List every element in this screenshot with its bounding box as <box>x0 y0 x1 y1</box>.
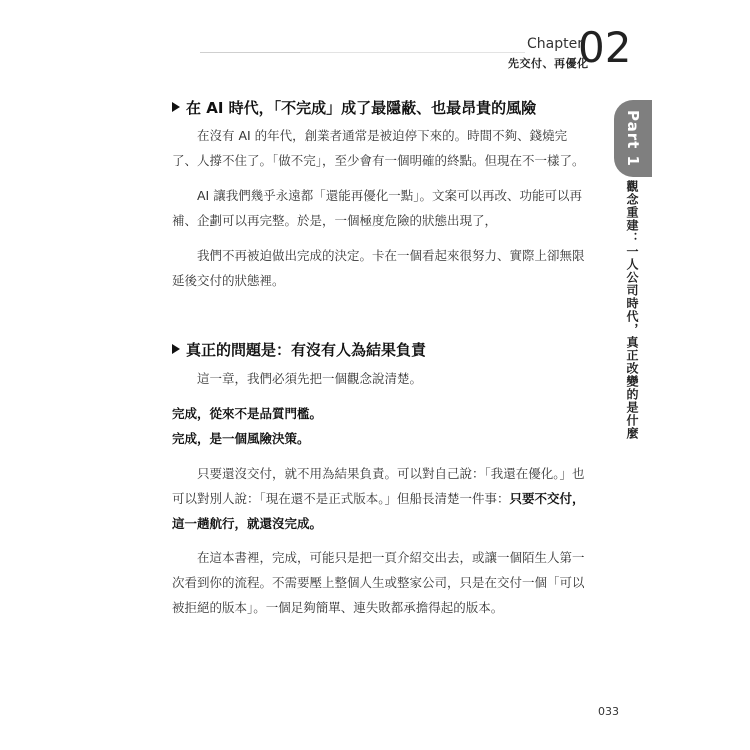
top-rule-light <box>300 52 525 53</box>
emphasis-text: 只要不交付，這一趟航行，就還沒完成。 <box>172 491 585 531</box>
paragraph: 這一章，我們必須先把一個觀念說清楚。 <box>197 371 423 386</box>
section-heading-2 <box>172 339 426 360</box>
triangle-bullet-icon <box>172 102 180 112</box>
chapter-subtitle: 先交付、再優化 <box>508 57 589 70</box>
bold-line: 完成，是一個風險決策。 <box>172 431 310 446</box>
paragraph: AI 讓我們幾乎永遠都「還能再優化一點」。文案可以再改、功能可以再補、企劃可以再完整。於是，一個極度危險的狀態出現了， <box>172 188 582 228</box>
paragraph <box>172 461 592 536</box>
section-heading-1 <box>172 97 536 118</box>
triangle-bullet-icon <box>172 344 180 354</box>
part-title: 觀念重建：一人公司時代，真正改變的是什麼 <box>625 180 639 440</box>
chapter-word: Chapter <box>527 36 583 52</box>
paragraph: 在沒有 AI 的年代，創業者通常是被迫停下來的。時間不夠、錢燒完了、人撐不住了。「做不完」，至少會有一個明確的終點。但現在不一樣了。 <box>172 128 585 168</box>
top-rule <box>200 52 300 53</box>
paragraph-text: 只要還沒交付，就不用為結果負責。可以對自己說：「我還在優化。」也可以對別人說：「現在還不是正式版本。」但船長清楚一件事： <box>172 466 585 506</box>
page-number: 033 <box>598 705 619 718</box>
part-label: Part 1 <box>624 110 642 167</box>
section-heading-1-text: 在 AI 時代，「不完成」成了最隱蔽、也最昂貴的風險 <box>186 99 537 117</box>
section-heading-2-text: 真正的問題是：有沒有人為結果負責 <box>186 341 427 359</box>
bold-line: 完成，從來不是品質門檻。 <box>172 406 323 421</box>
chapter-number: 02 <box>578 23 632 72</box>
paragraph: 在這本書裡，完成，可能只是把一頁介紹交出去，或讓一個陌生人第一次看到你的流程。不需要壓上整個人生或整家公司，只是在交付一個「可以被拒絕的版本」。一個足夠簡單、連失敗都承擔得起的版本。 <box>172 550 585 615</box>
paragraph: 我們不再被迫做出完成的決定。卡在一個看起來很努力、實際上卻無限延後交付的狀態裡。 <box>172 248 585 288</box>
